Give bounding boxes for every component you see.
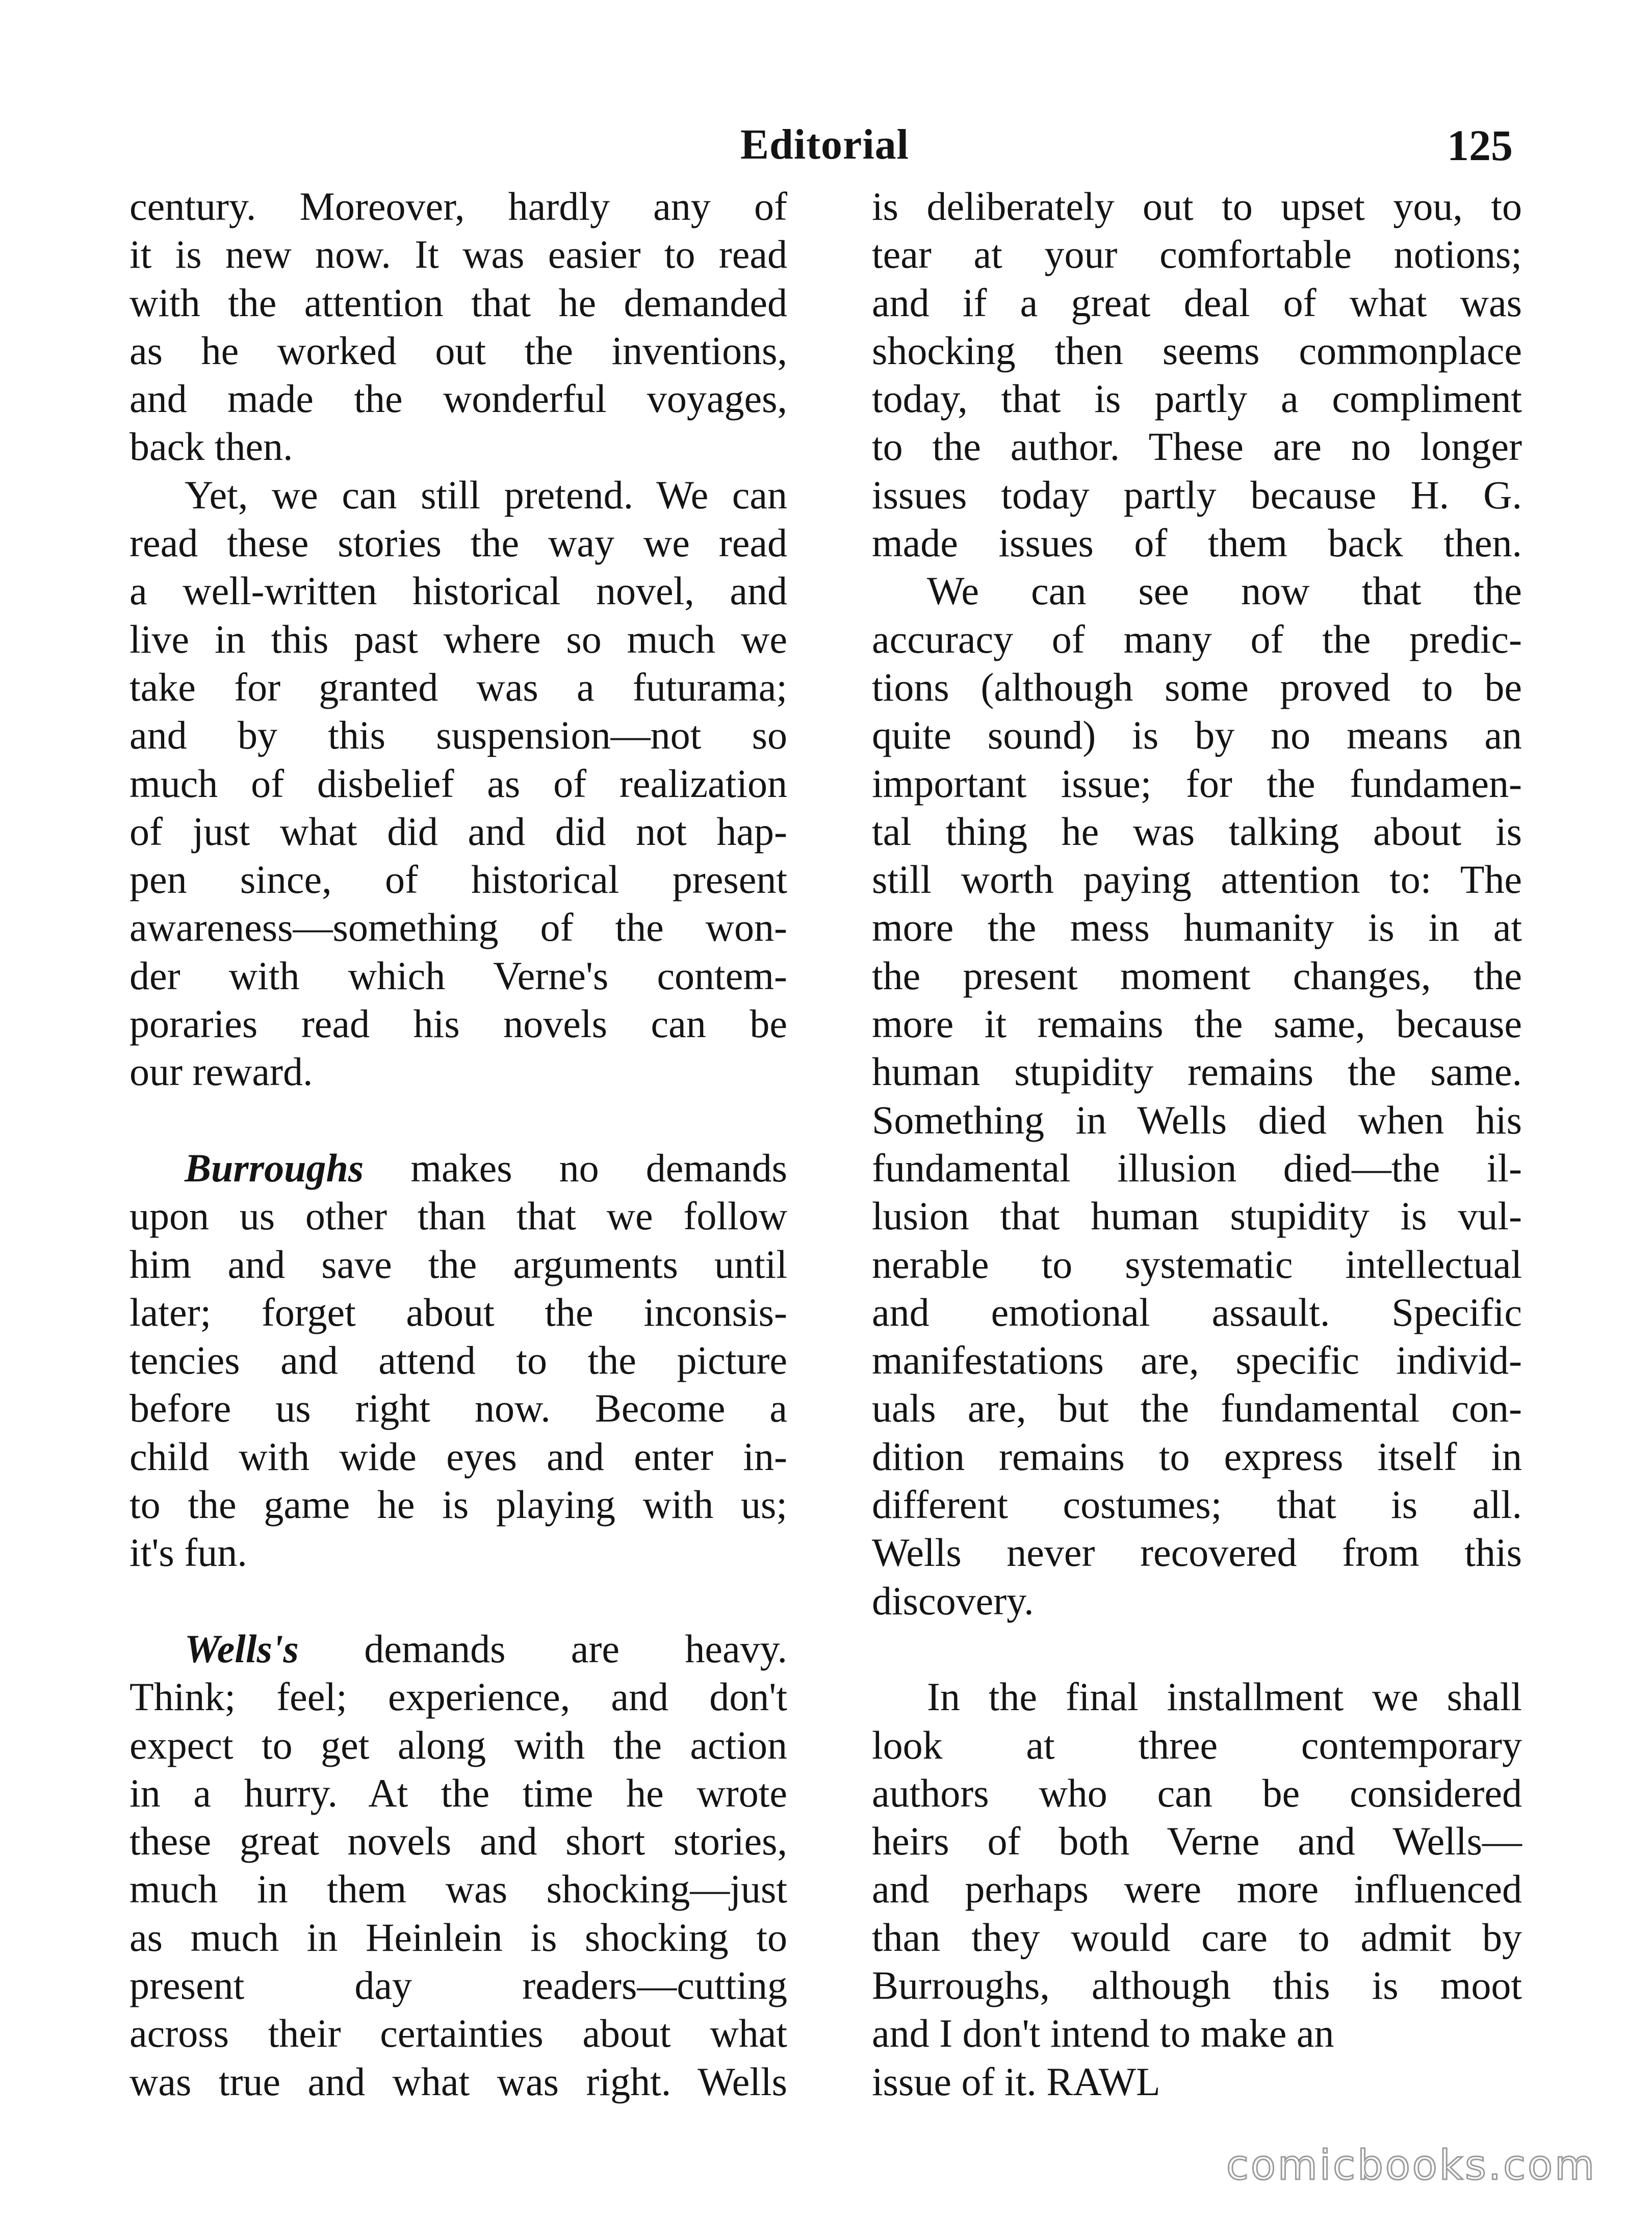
right-column: [872, 183, 1522, 2106]
running-head-title: Editorial: [740, 121, 910, 168]
text-line: Wells never recovered from this: [872, 1530, 1522, 1575]
text-line: Burroughs, although this is moot: [872, 1963, 1522, 2007]
word: the: [1473, 569, 1522, 613]
text-line: read these stories the way we read: [130, 521, 787, 565]
wells-name: Wells's: [185, 1626, 299, 1671]
paragraph-gap: [872, 1625, 1522, 1673]
text-line: tencies and attend to the picture: [130, 1338, 787, 1383]
text-line: present day readers—cutting: [130, 1963, 787, 2007]
text-line-rest: makes no demands: [410, 1145, 787, 1190]
text-line: issue of it. RAWL: [872, 2059, 1160, 2104]
text-line: than they would care to admit by: [872, 1915, 1522, 1959]
text-line: child with wide eyes and enter in-: [130, 1434, 787, 1479]
text-line: live in this past where so much we: [130, 616, 787, 661]
text-line: is deliberately out to upset you, to: [872, 184, 1522, 228]
text-line: was true and what was right. Wells: [130, 2059, 787, 2104]
text-line: fundamental illusion died—the il-: [872, 1145, 1522, 1190]
paragraph-gap: [130, 1096, 787, 1144]
text-line: Yet, we can still pretend. We can: [185, 472, 787, 517]
text-line: more the mess humanity is in at: [872, 905, 1522, 950]
text-line: [872, 567, 1522, 615]
text-line: authors who can be considered: [872, 1770, 1522, 1815]
text-line: before us right now. Become a: [130, 1386, 787, 1431]
left-column: [130, 183, 787, 2106]
text-line: Think; feel; experience, and don't: [130, 1674, 787, 1719]
text-line: and if a great deal of what was: [872, 280, 1522, 325]
text-line: tal thing he was talking about is: [872, 809, 1522, 854]
text-line: shocking then seems commonplace: [872, 328, 1522, 373]
text-line: human stupidity remains the same.: [872, 1049, 1522, 1094]
text-line: important issue; for the fundamen-: [872, 761, 1522, 806]
text-line: back then.: [130, 424, 293, 469]
watermark: comicbooks.com: [1226, 2142, 1597, 2189]
text-line: discovery.: [872, 1578, 1034, 1623]
text-line: it is new now. It was easier to read: [130, 232, 787, 277]
text-line: take for granted was a futurama;: [130, 664, 787, 709]
text-line: with the attention that he demanded: [130, 280, 787, 325]
text-line: tear at your comfortable notions;: [872, 232, 1522, 277]
text-line: In the final installment we shall: [927, 1674, 1522, 1719]
word: that: [1361, 569, 1422, 613]
text-line: and I don't intend to make an: [872, 2011, 1334, 2056]
text-line: accuracy of many of the predic-: [872, 616, 1522, 661]
paragraph-gap: [130, 1577, 787, 1625]
text-line: more it remains the same, because: [872, 1001, 1522, 1046]
text-line: dition remains to express itself in: [872, 1434, 1522, 1479]
text-line: manifestations are, specific individ-: [872, 1338, 1522, 1383]
text-line: upon us other than that we follow: [130, 1194, 787, 1239]
text-line: issues today partly because H. G.: [872, 472, 1522, 517]
text-line: the present moment changes, the: [872, 953, 1522, 998]
word: We: [927, 569, 979, 613]
text-line: poraries read his novels can be: [130, 1001, 787, 1046]
text-line: lusion that human stupidity is vul-: [872, 1194, 1522, 1239]
text-line: to the author. These are no longer: [872, 424, 1522, 469]
text-line: look at three contemporary: [872, 1722, 1522, 1767]
text-line: and emotional assault. Specific: [872, 1289, 1522, 1334]
text-line: these great novels and short stories,: [130, 1819, 787, 1864]
text-line: and perhaps were more influenced: [872, 1867, 1522, 1912]
text-line: and by this suspension—not so: [130, 713, 787, 758]
text-line: made issues of them back then.: [872, 521, 1522, 565]
text-line: of just what did and did not hap-: [130, 809, 787, 854]
text-line: different costumes; that is all.: [872, 1482, 1522, 1527]
text-line: quite sound) is by no means an: [872, 713, 1522, 758]
text-line: Something in Wells died when his: [872, 1097, 1522, 1142]
text-line: and made the wonderful voyages,: [130, 376, 787, 421]
burroughs-name: Burroughs: [185, 1145, 364, 1190]
text-line: pen since, of historical present: [130, 857, 787, 902]
text-line: much of disbelief as of realization: [130, 761, 787, 806]
text-line: him and save the arguments until: [130, 1242, 787, 1286]
text-line: later; forget about the inconsis-: [130, 1289, 787, 1334]
text-line: der with which Verne's contem-: [130, 953, 787, 998]
word: see: [1138, 569, 1190, 613]
text-line: [130, 1144, 787, 1192]
text-line: as much in Heinlein is shocking to: [130, 1915, 787, 1959]
text-line: our reward.: [130, 1049, 313, 1094]
page-number: 125: [1447, 121, 1513, 170]
text-line: to the game he is playing with us;: [130, 1482, 787, 1527]
text-line: across their certainties about what: [130, 2011, 787, 2056]
text-line: as he worked out the inventions,: [130, 328, 787, 373]
text-line: in a hurry. At the time he wrote: [130, 1770, 787, 1815]
text-line: expect to get along with the action: [130, 1722, 787, 1767]
text-line: century. Moreover, hardly any of: [130, 184, 787, 228]
text-line: tions (although some proved to be: [872, 664, 1522, 709]
text-line: still worth paying attention to: The: [872, 857, 1522, 902]
word: now: [1241, 569, 1310, 613]
text-line: heirs of both Verne and Wells—: [872, 1819, 1522, 1864]
text-line: much in them was shocking—just: [130, 1867, 787, 1912]
text-line: nerable to systematic intellectual: [872, 1242, 1522, 1286]
text-line-rest: demands are heavy.: [364, 1626, 788, 1671]
text-line: [130, 1625, 787, 1673]
text-line: awareness—something of the won-: [130, 905, 787, 950]
text-line: today, that is partly a compliment: [872, 376, 1522, 421]
word: can: [1031, 569, 1087, 613]
text-line: uals are, but the fundamental con-: [872, 1386, 1522, 1431]
text-line: it's fun.: [130, 1530, 247, 1575]
text-line: a well-written historical novel, and: [130, 569, 787, 613]
